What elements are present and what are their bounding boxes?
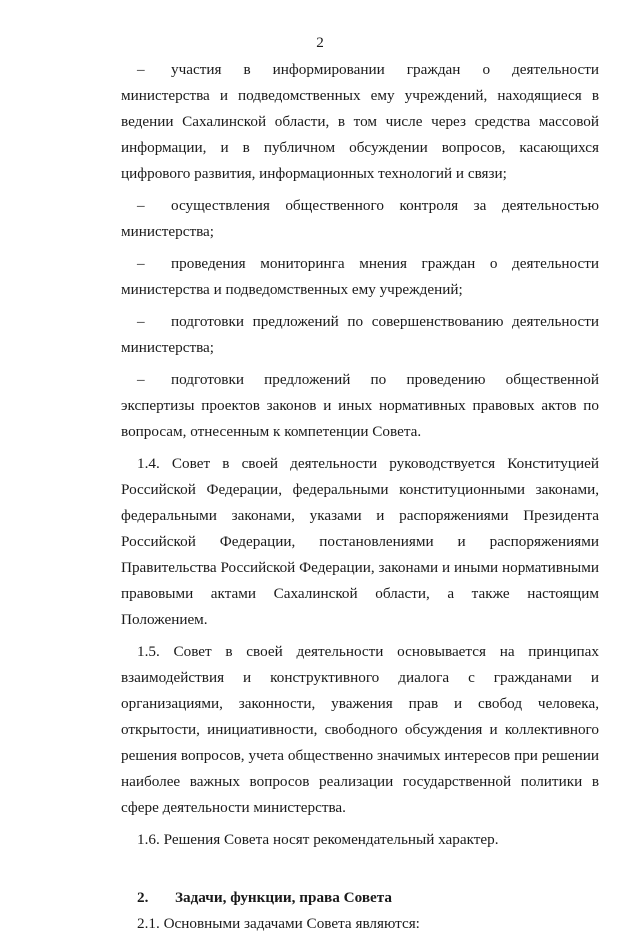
list-item-text: подготовки предложений по проведению общественной экспертизы проектов законов и иных нормативных правовых актов по вопросам, отнесенным к компетенции Совета.	[121, 371, 599, 440]
section-number: 2.	[137, 889, 149, 906]
paragraph-1-4: 1.4. Совет в своей деятельности руководствуется Конституцией Российской Федерации, федеральными конституционными законами, федеральными законами, указами и распоряжениями Президента Российской Федерации, постановлениями и распоряжениями Правительства Российской Федерации, законами и иными нормативными правовыми актами Сахалинской области, а также настоящим Положением.	[121, 455, 599, 628]
dash-marker: –	[137, 313, 145, 330]
list-item	[121, 57, 599, 187]
dash-marker: –	[137, 197, 145, 214]
page-number: 2	[316, 34, 324, 51]
list-item	[121, 193, 599, 245]
list-item-text: подготовки предложений по совершенствованию деятельности министерства;	[121, 313, 599, 356]
list-item	[121, 309, 599, 361]
paragraph-1-6: 1.6. Решения Совета носят рекомендательный характер.	[137, 831, 499, 848]
dash-marker: –	[137, 255, 145, 272]
dash-marker: –	[137, 61, 145, 78]
list-item	[121, 367, 599, 445]
list-item-text: проведения мониторинга мнения граждан о деятельности министерства и подведомственных ему учреждений;	[121, 255, 599, 298]
section-title: Задачи, функции, права Совета	[175, 889, 393, 906]
list-item	[121, 251, 599, 303]
list-item-text: осуществления общественного контроля за деятельностью министерства;	[121, 197, 599, 240]
paragraph-1-5: 1.5. Совет в своей деятельности основывается на принципах взаимодействия и конструктивного диалога с гражданами и организациями, законности, уважения прав и свобод человека, открытости, инициативности, свободного обсуждения и коллективного решения вопросов, учета общественно значимых интересов при решении наиболее важных вопросов реализации государственной политики в сфере деятельности министерства.	[121, 643, 599, 816]
section-heading	[121, 885, 599, 911]
list-item-text: участия в информировании граждан о деятельности министерства и подведомственных ему учреждений, находящиеся в ведении Сахалинской области, в том числе через средства массовой информации, и в публичном обсуждении вопросов, касающихся цифрового развития, информационных технологий и связи;	[121, 61, 599, 182]
document-body	[121, 57, 599, 943]
dash-marker: –	[137, 371, 145, 388]
paragraph-2-1: 2.1. Основными задачами Совета являются:	[137, 915, 420, 932]
